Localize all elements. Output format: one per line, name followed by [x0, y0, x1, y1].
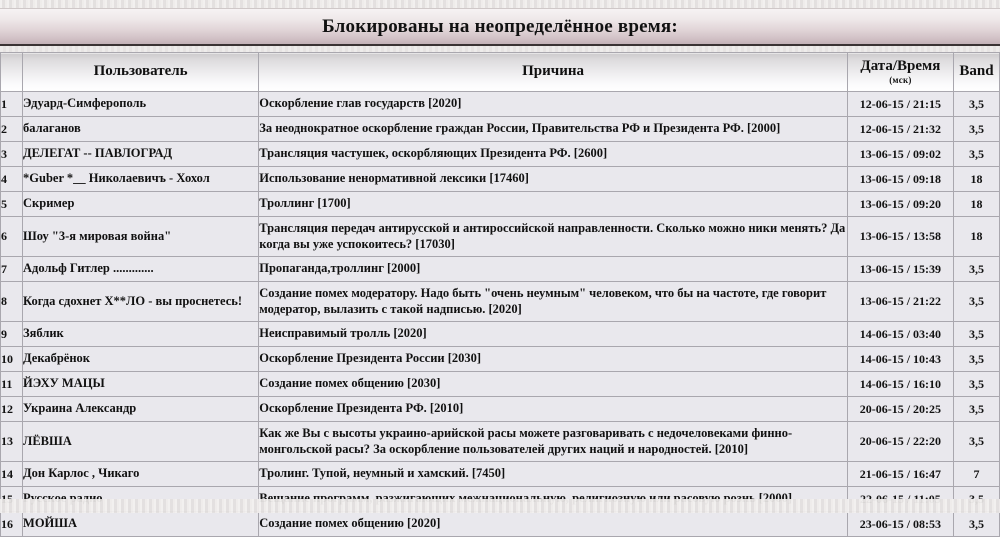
row-user-cell: Адольф Гитлер .............: [23, 257, 259, 282]
row-user-cell: Шоу "3-я мировая война": [23, 217, 259, 257]
row-band-cell: 3,5: [953, 397, 999, 422]
row-reason-cell: Создание помех модератору. Надо быть "очень неумным" человеком, что бы на частоте, где говорит модератор, вылазить с такой надписью. [2020]: [259, 282, 848, 322]
row-datetime-cell: 13-06-15 / 21:22: [847, 282, 953, 322]
row-band-cell: 3,5: [953, 422, 999, 462]
row-index-cell: 8: [1, 282, 23, 322]
row-user-cell: Декабрёнок: [23, 347, 259, 372]
row-user-cell: ЛЁВША: [23, 422, 259, 462]
row-band-cell: 3,5: [953, 347, 999, 372]
row-reason-cell: Неисправимый тролль [2020]: [259, 322, 848, 347]
row-user-cell: Скример: [23, 192, 259, 217]
row-index-cell: 1: [1, 92, 23, 117]
column-header-user: Пользователь: [23, 53, 259, 92]
ban-list-table: [0, 52, 1000, 537]
table-body: [1, 92, 1000, 537]
row-reason-cell: Оскорбление Президента РФ. [2010]: [259, 397, 848, 422]
row-index-cell: 16: [1, 512, 23, 537]
table-row: [1, 347, 1000, 372]
row-index-cell: 7: [1, 257, 23, 282]
row-band-cell: 3,5: [953, 257, 999, 282]
row-datetime-cell: 13-06-15 / 09:20: [847, 192, 953, 217]
row-index-cell: 6: [1, 217, 23, 257]
table-row: [1, 397, 1000, 422]
row-user-cell: ДЕЛЕГАТ -- ПАВЛОГРАД: [23, 142, 259, 167]
row-band-cell: 18: [953, 167, 999, 192]
bottom-edge-strip: [0, 499, 1000, 513]
page-title: Блокированы на неопределённое время:: [322, 15, 678, 37]
row-band-cell: 3,5: [953, 372, 999, 397]
row-datetime-cell: 23-06-15 / 08:53: [847, 512, 953, 537]
row-band-cell: 3,5: [953, 322, 999, 347]
row-datetime-cell: 20-06-15 / 20:25: [847, 397, 953, 422]
row-index-cell: 4: [1, 167, 23, 192]
table-row: [1, 282, 1000, 322]
row-band-cell: 3,5: [953, 117, 999, 142]
top-edge-strip: [0, 0, 1000, 8]
row-datetime-cell: 14-06-15 / 16:10: [847, 372, 953, 397]
row-reason-cell: Пропаганда,троллинг [2000]: [259, 257, 848, 282]
table-header: [1, 53, 1000, 92]
row-datetime-cell: 13-06-15 / 15:39: [847, 257, 953, 282]
table-row: [1, 167, 1000, 192]
table-row: [1, 462, 1000, 487]
table-row: [1, 117, 1000, 142]
row-index-cell: 13: [1, 422, 23, 462]
row-index-cell: 2: [1, 117, 23, 142]
row-reason-cell: Трансляция передач антирусской и антироссийской направленности. Сколько можно ники менять? Да когда вы уже успокоитесь? [17030]: [259, 217, 848, 257]
row-reason-cell: Троллинг [1700]: [259, 192, 848, 217]
table-row: [1, 92, 1000, 117]
row-datetime-cell: 12-06-15 / 21:32: [847, 117, 953, 142]
page-title-banner: [0, 8, 1000, 46]
row-index-cell: 3: [1, 142, 23, 167]
row-user-cell: Зяблик: [23, 322, 259, 347]
row-reason-cell: Оскорбление глав государств [2020]: [259, 92, 848, 117]
column-header-datetime-label: Дата/Время: [860, 57, 941, 74]
column-header-index: [1, 53, 23, 92]
row-index-cell: 5: [1, 192, 23, 217]
table-row: [1, 372, 1000, 397]
row-user-cell: Эдуард-Симферополь: [23, 92, 259, 117]
row-datetime-cell: 14-06-15 / 10:43: [847, 347, 953, 372]
table-row: [1, 257, 1000, 282]
row-index-cell: 12: [1, 397, 23, 422]
column-header-datetime: [847, 53, 953, 92]
row-datetime-cell: 13-06-15 / 09:02: [847, 142, 953, 167]
row-index-cell: 14: [1, 462, 23, 487]
row-reason-cell: Оскорбление Президента России [2030]: [259, 347, 848, 372]
column-header-reason: Причина: [259, 53, 848, 92]
table-row: [1, 322, 1000, 347]
row-user-cell: Когда сдохнет Х**ЛО - вы проснетесь!: [23, 282, 259, 322]
table-row: [1, 422, 1000, 462]
row-band-cell: 3,5: [953, 142, 999, 167]
row-user-cell: Украина Александр: [23, 397, 259, 422]
column-header-datetime-timezone: (мск): [889, 74, 912, 85]
row-band-cell: 18: [953, 192, 999, 217]
row-datetime-cell: 13-06-15 / 13:58: [847, 217, 953, 257]
row-reason-cell: Создание помех общению [2020]: [259, 512, 848, 537]
row-reason-cell: Как же Вы с высоты украино-арийской расы можете разговаривать с недочеловеками финно-монгольской расы? За оскорбление пользователей других наций и народностей. [2010]: [259, 422, 848, 462]
row-band-cell: 3,5: [953, 282, 999, 322]
column-header-band: Band: [953, 53, 999, 92]
row-band-cell: 7: [953, 462, 999, 487]
table-row: [1, 512, 1000, 537]
table-row: [1, 142, 1000, 167]
row-reason-cell: Использование ненормативной лексики [17460]: [259, 167, 848, 192]
row-user-cell: ЙЭХУ МАЦЫ: [23, 372, 259, 397]
row-band-cell: 3,5: [953, 92, 999, 117]
row-reason-cell: Создание помех общению [2030]: [259, 372, 848, 397]
row-index-cell: 10: [1, 347, 23, 372]
row-reason-cell: За неоднократное оскорбление граждан России, Правительства РФ и Президента РФ. [2000]: [259, 117, 848, 142]
row-user-cell: *Guber *__ Николаевичъ - Хохол: [23, 167, 259, 192]
row-index-cell: 11: [1, 372, 23, 397]
row-user-cell: Дон Карлос , Чикаго: [23, 462, 259, 487]
row-reason-cell: Тролинг. Тупой, неумный и хамский. [7450]: [259, 462, 848, 487]
row-user-cell: МОЙША: [23, 512, 259, 537]
row-index-cell: 9: [1, 322, 23, 347]
row-band-cell: 3,5: [953, 512, 999, 537]
row-datetime-cell: 13-06-15 / 09:18: [847, 167, 953, 192]
table-row: [1, 217, 1000, 257]
row-datetime-cell: 14-06-15 / 03:40: [847, 322, 953, 347]
row-datetime-cell: 12-06-15 / 21:15: [847, 92, 953, 117]
ban-list-table-wrap: [0, 52, 1000, 537]
row-datetime-cell: 21-06-15 / 16:47: [847, 462, 953, 487]
table-row: [1, 192, 1000, 217]
row-band-cell: 18: [953, 217, 999, 257]
row-reason-cell: Трансляция частушек, оскорбляющих Президента РФ. [2600]: [259, 142, 848, 167]
table-header-row: [1, 53, 1000, 92]
row-user-cell: балаганов: [23, 117, 259, 142]
row-datetime-cell: 20-06-15 / 22:20: [847, 422, 953, 462]
